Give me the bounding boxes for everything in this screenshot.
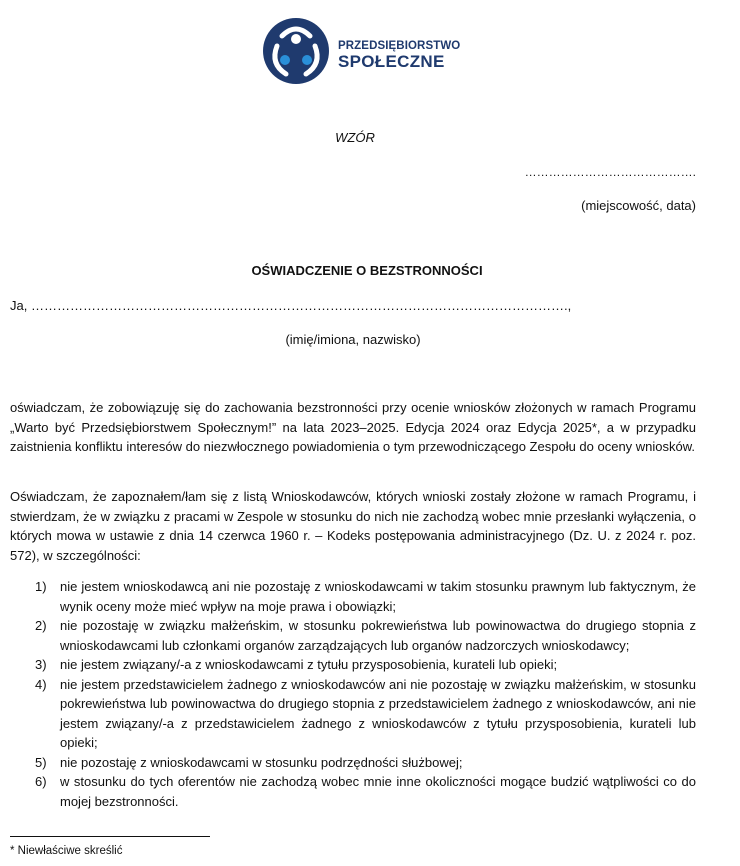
- list-item-text: nie jestem wnioskodawcą ani nie pozostaję z wnioskodawcami w takim stosunku prawnym lub faktycznym, że wynik oceny może mieć wpływ na moje prawa i obowiązki;: [60, 579, 696, 614]
- footnote: * Niewłaściwe skreślić: [10, 845, 123, 857]
- list-item: [10, 675, 696, 753]
- list-item-number: 1): [35, 579, 47, 594]
- list-item-number: 3): [35, 657, 47, 672]
- list-item-text: nie jestem związany/-a z wnioskodawcami z tytułu przysposobienia, kurateli lub opieki;: [60, 657, 558, 672]
- logo: [262, 16, 461, 90]
- paragraph-commitment: oświadczam, że zobowiązuję się do zachowania bezstronności przy ocenie wniosków złożonych w ramach Programu „Warto być Przedsiębiorstwem Społecznym!” na lata 2023–2025. Edycja 2024 oraz Edycja 2025*, a w przypadku zaistnienia konfliktu interesów do niezwłocznego powiadomienia o tym przewodniczącego Zespołu do oceny wniosków.: [10, 400, 696, 454]
- list-item: [10, 616, 696, 655]
- logo-text-line1: PRZEDSIĘBIORSTWO: [338, 40, 461, 52]
- list-item-text: nie pozostaję w związku małżeńskim, w stosunku pokrewieństwa lub powinowactwa do drugiego stopnia z wnioskodawcami lub członkami organów zarządzających lub organów nadzorczych wnioskodawcy;: [60, 618, 696, 653]
- footnote-divider: [10, 836, 210, 837]
- list-item-number: 5): [35, 754, 47, 770]
- list-item-number: 4): [35, 676, 47, 692]
- logo-mark-icon: [262, 16, 330, 86]
- list-item-number: 2): [35, 618, 47, 633]
- paragraph-declaration: Oświadczam, że zapoznałem/łam się z listą Wnioskodawców, których wnioski zostały złożone w ramach Programu, i stwierdzam, że w związku z pracami w Zespole w stosunku do nich nie zachodzą wobec mnie przesłanki wyłączenia, o których mowa w ustawie z dnia 14 czerwca 1960 r. – Kodeks postępowania administracyjnego (Dz. U. z 2024 r. poz. 572), w szczególności:: [10, 489, 696, 563]
- place-date-caption: (miejscowość, data): [581, 198, 696, 213]
- template-label: WZÓR: [335, 130, 375, 145]
- conditions-list: [10, 577, 696, 811]
- list-item: [10, 577, 696, 616]
- list-item-text: nie pozostaję z wnioskodawcami w stosunku podrzędności służbowej;: [60, 754, 463, 770]
- date-dotted-line: …………………………………….: [524, 165, 696, 179]
- list-item-number: 6): [35, 774, 47, 789]
- list-item: [10, 772, 696, 811]
- logo-text-line2: SPOŁECZNE: [338, 52, 445, 71]
- list-item-text: nie jestem przedstawicielem żadnego z wnioskodawców ani nie pozostaję w związku małżeńskim, w stosunku pokrewieństwa lub powinowactwa do drugiego stopnia z przedstawicielem żadnego z wnioskodawców, ani nie jestem związany/-a z przedstawicielem żadnego z wnioskodawców z tytułu przysposobienia, kurateli lub opieki;: [60, 676, 696, 750]
- name-caption: (imię/imiona, nazwisko): [285, 332, 421, 347]
- list-item: [10, 655, 696, 675]
- list-item: [10, 753, 696, 773]
- document-title: OŚWIADCZENIE O BEZSTRONNOŚCI: [251, 263, 483, 278]
- declarant-line: Ja, …………………………………………………………………………………………………………….,: [10, 298, 572, 313]
- list-item-text: w stosunku do tych oferentów nie zachodzą wobec mnie inne okoliczności mogące budzić wątpliwości co do mojej bezstronności.: [60, 774, 696, 809]
